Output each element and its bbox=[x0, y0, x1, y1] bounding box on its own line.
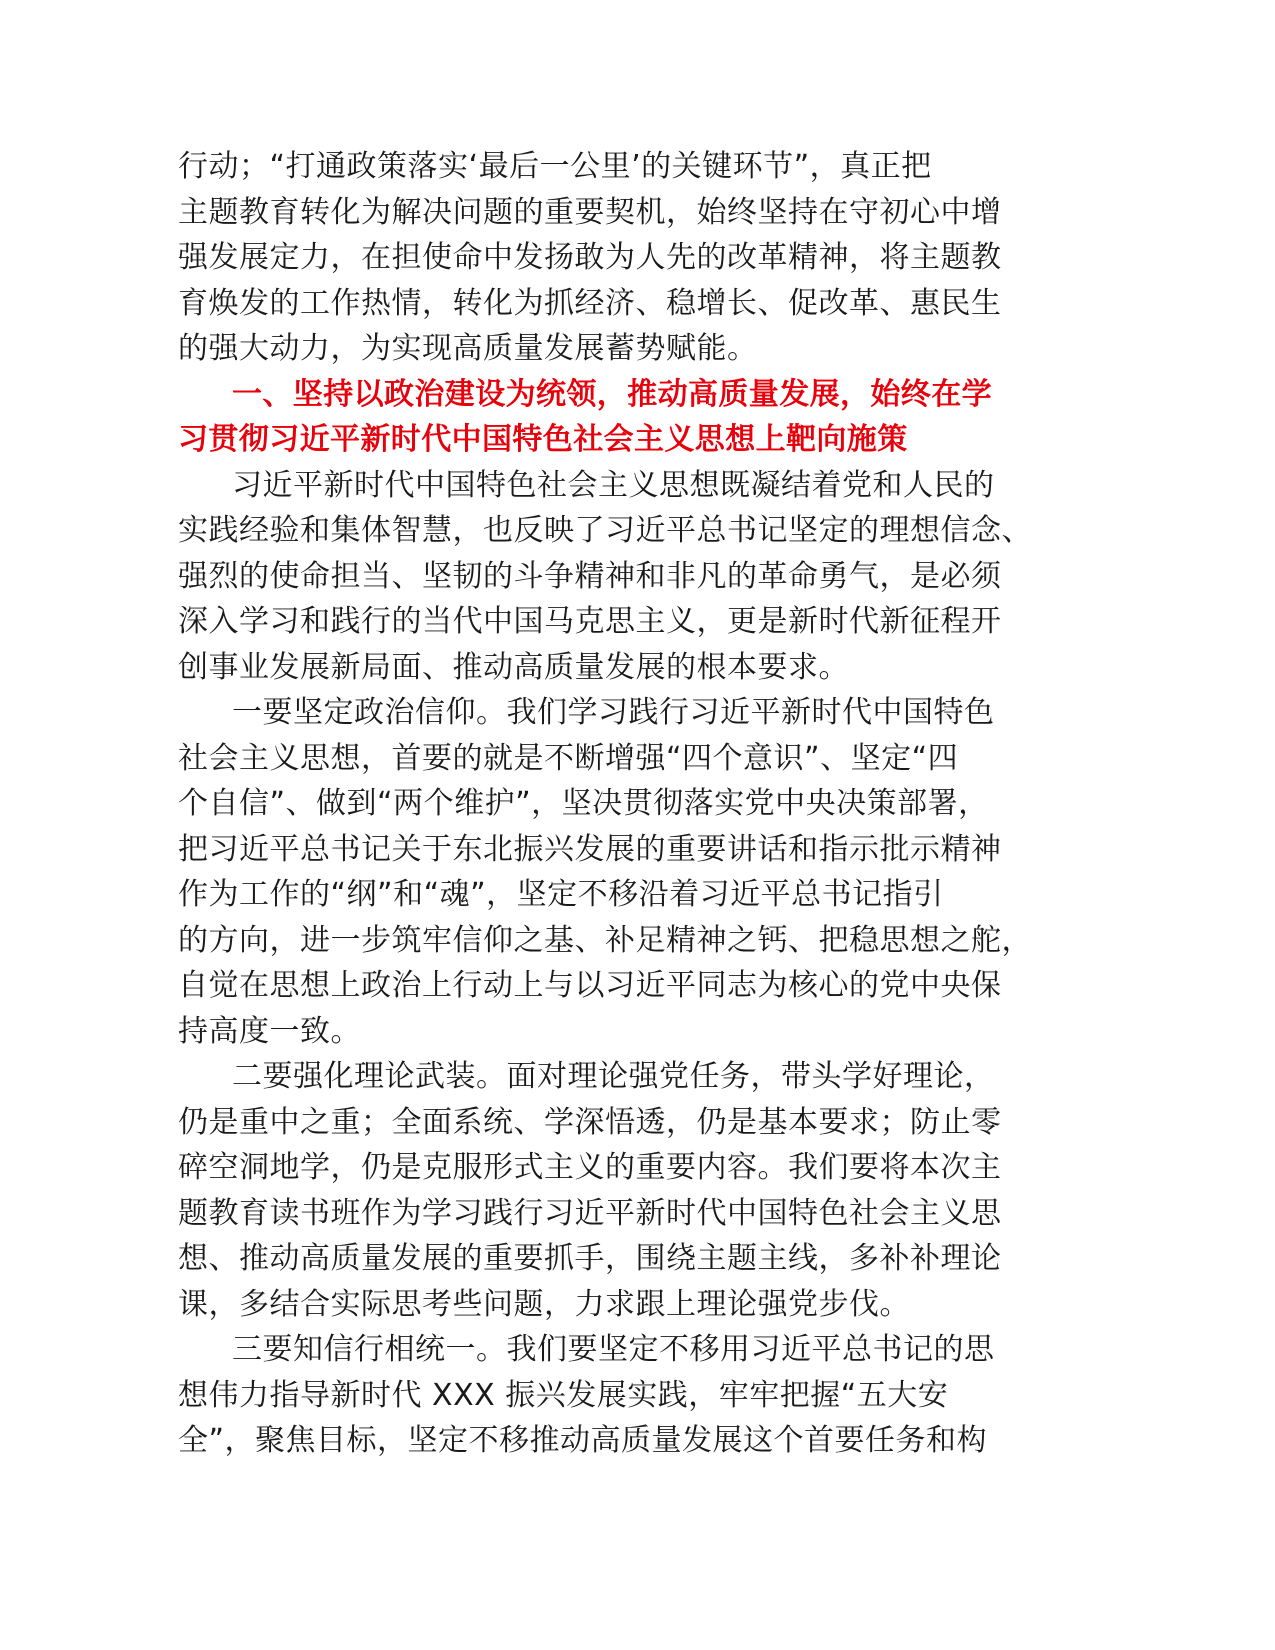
text-line: 一要坚定政治信仰。我们学习践行习近平新时代中国特色 bbox=[232, 695, 995, 730]
document-page bbox=[178, 144, 1068, 1464]
text-line: 习近平新时代中国特色社会主义思想既凝结着党和人民的 bbox=[232, 467, 995, 503]
text-line: 仍是重中之重；全面系统、学深悟透，仍是基本要求；防止零 bbox=[178, 1104, 1002, 1140]
text-line: 的方向，进一步筑牢信仰之基、补足精神之钙、把稳思想之舵， bbox=[178, 922, 1032, 958]
text-line: 强烈的使命担当、坚韧的斗争精神和非凡的革命勇气，是必须 bbox=[178, 558, 1002, 594]
paragraph-point-three bbox=[178, 1327, 1068, 1464]
text-line: 想、推动高质量发展的重要抓手，围绕主题主线，多补补理论 bbox=[178, 1241, 1002, 1276]
text-line: 持高度一致。 bbox=[178, 1013, 361, 1049]
text-line: 碎空洞地学，仍是克服形式主义的重要内容。我们要将本次主 bbox=[178, 1150, 1002, 1185]
text-line: 深入学习和践行的当代中国马克思主义，更是新时代新征程开 bbox=[178, 604, 1002, 639]
text-line: 把习近平总书记关于东北振兴发展的重要讲话和指示批示精神 bbox=[178, 831, 1002, 867]
text-line: 育焕发的工作热情，转化为抓经济、稳增长、促改革、惠民生 bbox=[178, 285, 1002, 321]
text-line: 的强大动力，为实现高质量发展蓄势赋能。 bbox=[178, 331, 758, 366]
text-line: 二要强化理论武装。面对理论强党任务，带头学好理论， bbox=[232, 1059, 995, 1094]
text-line: 行动；“打通政策落实‘最后一公里’的关键环节”，真正把 bbox=[178, 149, 932, 184]
text-line: 社会主义思想，首要的就是不断增强“四个意识”、坚定“四 bbox=[178, 740, 959, 776]
text-line: 强发展定力，在担使命中发扬敢为人先的改革精神，将主题教 bbox=[178, 240, 1002, 275]
text-line: 全”，聚焦目标，坚定不移推动高质量发展这个首要任务和构 bbox=[178, 1423, 988, 1458]
heading-line: 一、坚持以政治建设为统领，推动高质量发展，始终在学 bbox=[232, 376, 992, 412]
heading-line: 习贯彻习近平新时代中国特色社会主义思想上靶向施策 bbox=[178, 422, 908, 457]
section-heading bbox=[178, 372, 1068, 463]
text-line: 想伟力指导新时代 XXX 振兴发展实践，牢牢把握“五大安 bbox=[178, 1377, 949, 1413]
text-line: 三要知信行相统一。我们要坚定不移用习近平总书记的思 bbox=[232, 1332, 995, 1367]
text-line: 创事业发展新局面、推动高质量发展的根本要求。 bbox=[178, 649, 849, 685]
paragraph-intro bbox=[178, 463, 1068, 691]
paragraph-point-two bbox=[178, 1054, 1068, 1327]
paragraph-continuation bbox=[178, 144, 1068, 372]
text-line: 自觉在思想上政治上行动上与以习近平同志为核心的党中央保 bbox=[178, 968, 1002, 1003]
text-line: 个自信”、做到“两个维护”，坚决贯彻落实党中央决策部署， bbox=[178, 786, 989, 821]
text-line: 主题教育转化为解决问题的重要契机，始终坚持在守初心中增 bbox=[178, 194, 1002, 230]
text-line: 课，多结合实际思考些问题，力求跟上理论强党步伐。 bbox=[178, 1286, 910, 1322]
paragraph-point-one bbox=[178, 690, 1068, 1054]
text-line: 题教育读书班作为学习践行习近平新时代中国特色社会主义思 bbox=[178, 1195, 1002, 1231]
text-line: 作为工作的“纲”和“魂”，坚定不移沿着习近平总书记指引 bbox=[178, 877, 944, 912]
text-line: 实践经验和集体智慧，也反映了习近平总书记坚定的理想信念、 bbox=[178, 513, 1032, 548]
